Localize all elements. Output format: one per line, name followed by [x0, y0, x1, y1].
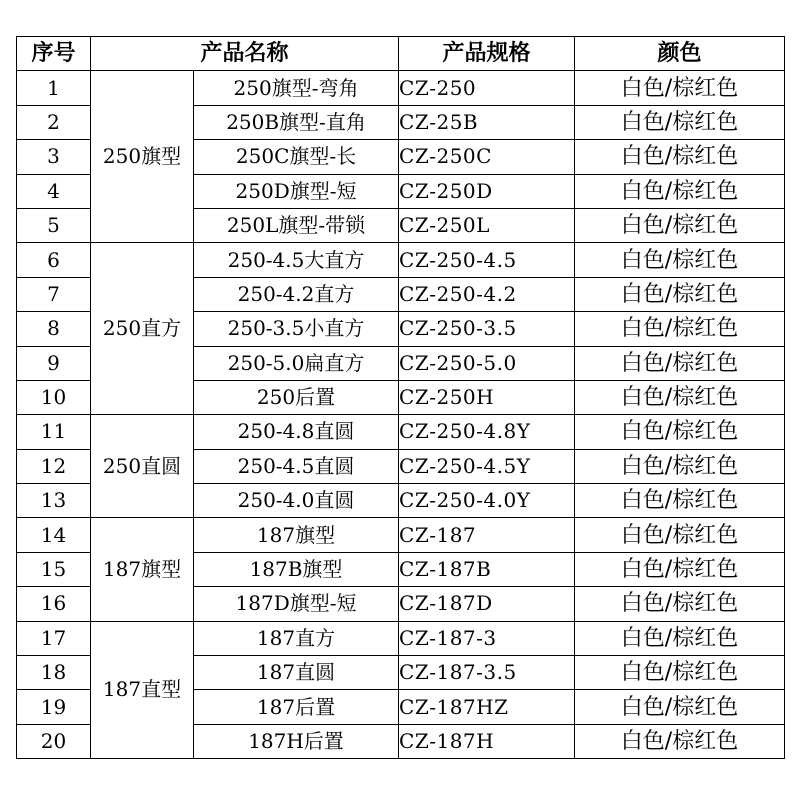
product-color: 白色/棕红色: [575, 656, 785, 690]
product-color: 白色/棕红色: [575, 724, 785, 758]
row-index: 13: [17, 484, 91, 518]
product-spec: CZ-250C: [399, 140, 575, 174]
product-spec: CZ-250-5.0: [399, 346, 575, 380]
row-index: 12: [17, 449, 91, 483]
product-name: 187直方: [194, 621, 399, 655]
table-row: [17, 621, 785, 655]
product-name: 187B旗型: [194, 552, 399, 586]
row-index: 6: [17, 243, 91, 277]
row-index: 9: [17, 346, 91, 380]
product-name: 250旗型-弯角: [194, 71, 399, 105]
product-name: 187后置: [194, 690, 399, 724]
product-spec: CZ-187H: [399, 724, 575, 758]
table-header-row: [17, 37, 785, 71]
row-index: 1: [17, 71, 91, 105]
row-index: 20: [17, 724, 91, 758]
header-color: 颜色: [575, 37, 785, 71]
row-index: 3: [17, 140, 91, 174]
product-spec: CZ-250D: [399, 174, 575, 208]
product-color: 白色/棕红色: [575, 552, 785, 586]
product-color: 白色/棕红色: [575, 587, 785, 621]
product-color: 白色/棕红色: [575, 312, 785, 346]
product-name: 250-4.2直方: [194, 277, 399, 311]
row-index: 15: [17, 552, 91, 586]
product-spec: CZ-250L: [399, 208, 575, 242]
product-color: 白色/棕红色: [575, 277, 785, 311]
product-spec: CZ-187B: [399, 552, 575, 586]
product-name: 250-4.8直圆: [194, 415, 399, 449]
product-name: 187直圆: [194, 656, 399, 690]
row-index: 2: [17, 105, 91, 139]
group-label: 187直型: [91, 621, 194, 759]
group-label: 250直方: [91, 243, 194, 415]
row-index: 8: [17, 312, 91, 346]
row-index: 4: [17, 174, 91, 208]
row-index: 16: [17, 587, 91, 621]
row-index: 19: [17, 690, 91, 724]
product-color: 白色/棕红色: [575, 449, 785, 483]
product-color: 白色/棕红色: [575, 484, 785, 518]
row-index: 17: [17, 621, 91, 655]
product-color: 白色/棕红色: [575, 243, 785, 277]
product-name: 250-4.5直圆: [194, 449, 399, 483]
product-name: 250-4.0直圆: [194, 484, 399, 518]
table-row: [17, 243, 785, 277]
product-spec: CZ-250-3.5: [399, 312, 575, 346]
product-spec: CZ-187D: [399, 587, 575, 621]
table-row: [17, 415, 785, 449]
product-color: 白色/棕红色: [575, 621, 785, 655]
table-row: [17, 518, 785, 552]
product-color: 白色/棕红色: [575, 105, 785, 139]
row-index: 18: [17, 656, 91, 690]
row-index: 5: [17, 208, 91, 242]
product-table: [16, 36, 785, 759]
product-spec: CZ-250-4.0Y: [399, 484, 575, 518]
row-index: 14: [17, 518, 91, 552]
product-spec: CZ-250: [399, 71, 575, 105]
product-name: 187D旗型-短: [194, 587, 399, 621]
product-color: 白色/棕红色: [575, 174, 785, 208]
product-spec: CZ-187-3.5: [399, 656, 575, 690]
group-label: 250直圆: [91, 415, 194, 518]
group-label: 250旗型: [91, 71, 194, 243]
group-label: 187旗型: [91, 518, 194, 621]
product-color: 白色/棕红色: [575, 208, 785, 242]
row-index: 7: [17, 277, 91, 311]
product-name: 250-4.5大直方: [194, 243, 399, 277]
product-spec: CZ-187HZ: [399, 690, 575, 724]
table-body: [17, 71, 785, 759]
product-name: 250C旗型-长: [194, 140, 399, 174]
product-color: 白色/棕红色: [575, 690, 785, 724]
product-name: 250-5.0扁直方: [194, 346, 399, 380]
product-spec: CZ-250-4.2: [399, 277, 575, 311]
product-name: 187H后置: [194, 724, 399, 758]
product-spec: CZ-250H: [399, 380, 575, 414]
product-spec: CZ-187: [399, 518, 575, 552]
product-name: 250-3.5小直方: [194, 312, 399, 346]
product-spec: CZ-250-4.5Y: [399, 449, 575, 483]
product-name: 250后置: [194, 380, 399, 414]
product-name: 250L旗型-带锁: [194, 208, 399, 242]
product-name: 250D旗型-短: [194, 174, 399, 208]
product-spec: CZ-25B: [399, 105, 575, 139]
row-index: 11: [17, 415, 91, 449]
product-color: 白色/棕红色: [575, 380, 785, 414]
product-spec: CZ-250-4.8Y: [399, 415, 575, 449]
header-name: 产品名称: [91, 37, 399, 71]
product-name: 250B旗型-直角: [194, 105, 399, 139]
header-index: 序号: [17, 37, 91, 71]
product-color: 白色/棕红色: [575, 140, 785, 174]
product-name: 187旗型: [194, 518, 399, 552]
product-color: 白色/棕红色: [575, 346, 785, 380]
product-spec: CZ-250-4.5: [399, 243, 575, 277]
product-spec: CZ-187-3: [399, 621, 575, 655]
header-spec: 产品规格: [399, 37, 575, 71]
product-color: 白色/棕红色: [575, 71, 785, 105]
product-color: 白色/棕红色: [575, 415, 785, 449]
row-index: 10: [17, 380, 91, 414]
product-color: 白色/棕红色: [575, 518, 785, 552]
table-row: [17, 71, 785, 105]
